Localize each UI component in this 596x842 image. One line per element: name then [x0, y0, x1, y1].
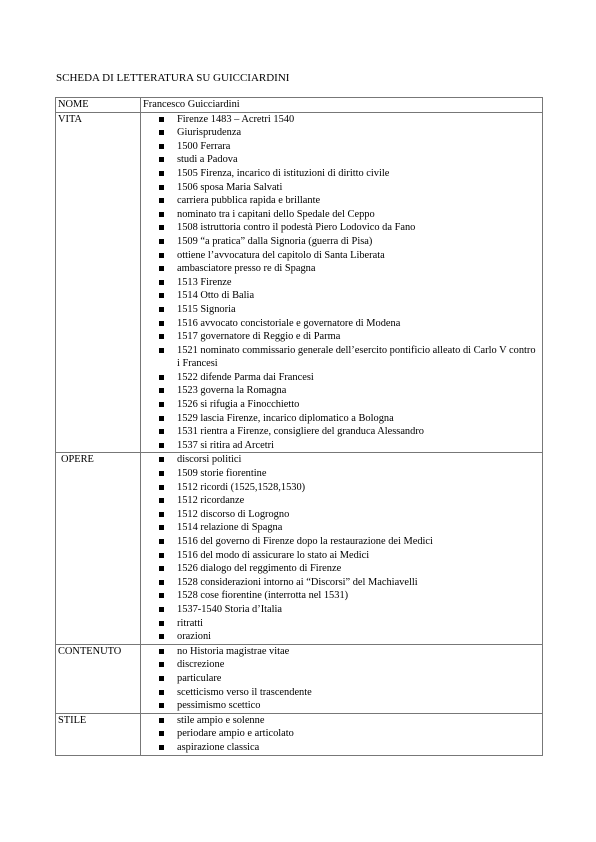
list-item: discrezione: [143, 658, 540, 672]
list-item: 1521 nominato commissario generale dell’esercito pontificio alleato di Carlo V contro i Francesi: [143, 344, 540, 371]
list-item: ambasciatore presso re di Spagna: [143, 262, 540, 276]
list-item: 1528 cose fiorentine (interrotta nel 1531): [143, 589, 540, 603]
list-item: 1516 del modo di assicurare lo stato ai Medici: [143, 549, 540, 563]
list-item: 1537 si ritira ad Arcetri: [143, 439, 540, 453]
literature-table: [55, 97, 543, 756]
bullet-list-opere: [143, 453, 540, 643]
list-item: discorsi politici: [143, 453, 540, 467]
value-cell: [141, 713, 543, 755]
list-item: stile ampio e solenne: [143, 714, 540, 728]
list-item: periodare ampio e articolato: [143, 727, 540, 741]
list-item: carriera pubblica rapida e brillante: [143, 194, 540, 208]
author-name: Francesco Guicciardini: [143, 99, 240, 110]
list-item: 1500 Ferrara: [143, 140, 540, 154]
list-item: 1512 ricordi (1525,1528,1530): [143, 481, 540, 495]
row-label-nome: NOME: [58, 99, 89, 110]
list-item: aspirazione classica: [143, 741, 540, 755]
bullet-list-stile: [143, 714, 540, 755]
row-label-stile: STILE: [58, 714, 87, 726]
label-cell: [56, 453, 141, 644]
list-item: 1537-1540 Storia d’Italia: [143, 603, 540, 617]
row-vita: [56, 112, 543, 453]
list-item: Firenze 1483 – Acretri 1540: [143, 113, 540, 127]
list-item: 1512 ricordanze: [143, 494, 540, 508]
list-item: studi a Padova: [143, 153, 540, 167]
list-item: 1514 relazione di Spagna: [143, 521, 540, 535]
list-item: 1526 si rifugia a Finocchietto: [143, 398, 540, 412]
list-item: nominato tra i capitani dello Spedale del Ceppo: [143, 208, 540, 222]
row-contenuto: [56, 644, 543, 713]
page-title: SCHEDA DI LETTERATURA SU GUICCIARDINI: [56, 72, 290, 84]
list-item: scetticismo verso il trascendente: [143, 686, 540, 700]
label-cell: [56, 644, 141, 713]
list-item: 1509 “a pratica” dalla Signoria (guerra di Pisa): [143, 235, 540, 249]
list-item: 1517 governatore di Reggio e di Parma: [143, 330, 540, 344]
list-item: 1516 avvocato concistoriale e governatore di Modena: [143, 317, 540, 331]
list-item: 1515 Signoria: [143, 303, 540, 317]
list-item: 1531 rientra a Firenze, consigliere del granduca Alessandro: [143, 425, 540, 439]
list-item: 1523 governa la Romagna: [143, 384, 540, 398]
list-item: 1508 istruttoria contro il podestà Piero Lodovico da Fano: [143, 221, 540, 235]
bullet-list-vita: [143, 113, 540, 453]
row-label-vita: VITA: [58, 113, 82, 125]
list-item: 1506 sposa Maria Salvati: [143, 181, 540, 195]
list-item: 1528 considerazioni intorno ai “Discorsi” del Machiavelli: [143, 576, 540, 590]
list-item: ritratti: [143, 617, 540, 631]
list-item: 1522 difende Parma dai Francesi: [143, 371, 540, 385]
row-label-contenuto: CONTENUTO: [58, 645, 122, 657]
value-cell: [141, 98, 543, 113]
list-item: 1516 del governo di Firenze dopo la restaurazione dei Medici: [143, 535, 540, 549]
list-item: 1513 Firenze: [143, 276, 540, 290]
list-item: 1514 Otto di Balia: [143, 289, 540, 303]
row-stile: [56, 713, 543, 755]
list-item: 1529 lascia Firenze, incarico diplomatico a Bologna: [143, 412, 540, 426]
value-cell: [141, 453, 543, 644]
list-item: particulare: [143, 672, 540, 686]
list-item: Giurisprudenza: [143, 126, 540, 140]
list-item: 1509 storie fiorentine: [143, 467, 540, 481]
list-item: ottiene l’avvocatura del capitolo di Santa Liberata: [143, 249, 540, 263]
list-item: 1505 Firenza, incarico di istituzioni di diritto civile: [143, 167, 540, 181]
value-cell: [141, 644, 543, 713]
list-item: pessimismo scettico: [143, 699, 540, 713]
row-label-opere: OPERE: [61, 454, 94, 466]
value-cell: [141, 112, 543, 453]
list-item: no Historia magistrae vitae: [143, 645, 540, 659]
label-cell: [56, 713, 141, 755]
label-cell: [56, 112, 141, 453]
label-cell: [56, 98, 141, 113]
list-item: orazioni: [143, 630, 540, 644]
bullet-list-contenuto: [143, 645, 540, 713]
list-item: 1512 discorso di Logrogno: [143, 508, 540, 522]
row-opere: [56, 453, 543, 644]
list-item: 1526 dialogo del reggimento di Firenze: [143, 562, 540, 576]
row-nome: [56, 98, 543, 113]
